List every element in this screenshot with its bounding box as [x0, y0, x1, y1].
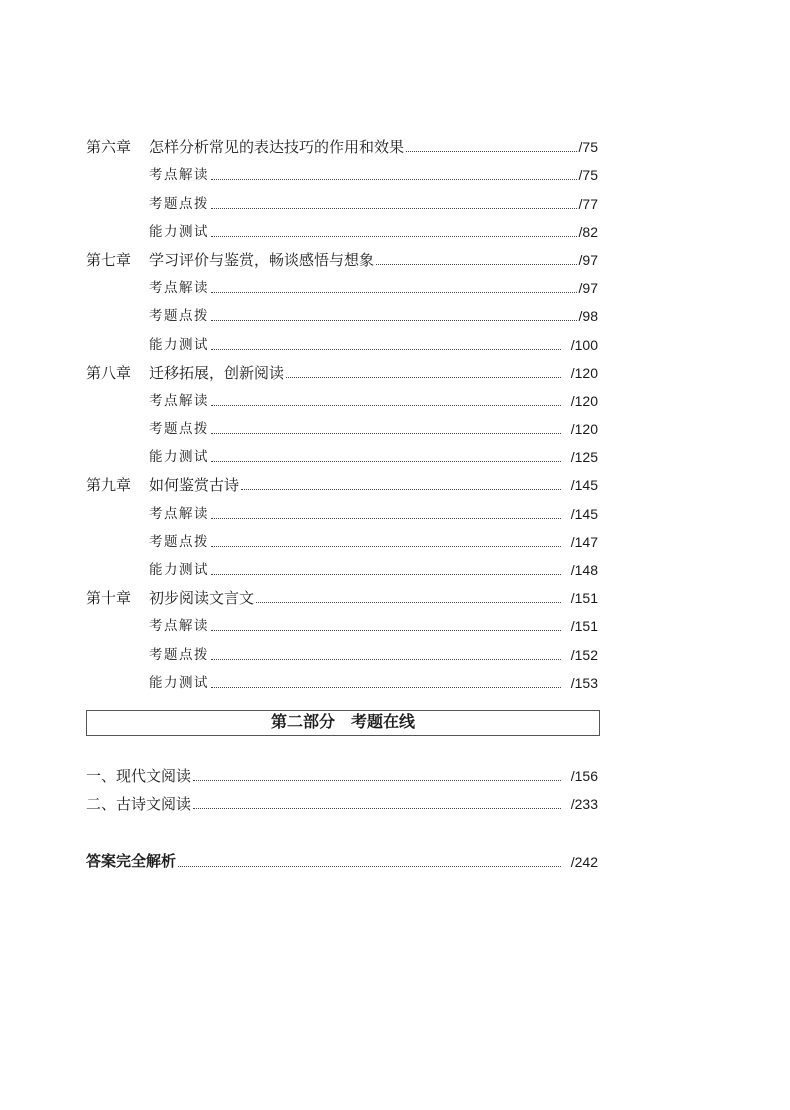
subsection-title: 考点解读 [149, 505, 209, 522]
page-number: /153 [570, 674, 598, 691]
leader-dots [211, 432, 561, 434]
page-number: /120 [570, 392, 598, 409]
page-number: /152 [570, 646, 598, 663]
page-number: /82 [578, 223, 598, 240]
subsection-title: 考点解读 [149, 618, 209, 635]
entry-title: 初步阅读文言文 [149, 589, 255, 608]
page-number: /97 [578, 251, 598, 268]
subsection-row[interactable] [86, 213, 598, 241]
answers-page: /242 [570, 854, 598, 871]
leader-dots [193, 779, 561, 781]
page-number: /120 [570, 421, 598, 438]
chapter-number: 第九章 [86, 476, 132, 495]
entry-title: 二、古诗文阅读 [86, 795, 192, 814]
subsection-title: 能力测试 [149, 562, 209, 578]
subsection-title: 能力测试 [149, 223, 209, 240]
leader-dots [178, 865, 561, 867]
section-heading: 第二部分 考题在线 [270, 714, 415, 731]
section-heading-box [86, 710, 600, 736]
entry-title: 学习评价与鉴赏，畅谈感悟与想象 [149, 250, 375, 269]
leader-dots [406, 150, 577, 152]
leader-dots [286, 376, 561, 378]
subsection-title: 考题点拨 [149, 195, 209, 212]
subsection-title: 能力测试 [149, 336, 209, 353]
leader-dots [376, 263, 577, 265]
leader-dots [211, 460, 561, 462]
entry-title: 如何鉴赏古诗 [149, 476, 240, 495]
leader-dots [211, 348, 561, 350]
page-number: /97 [578, 280, 598, 297]
subsection-row[interactable] [86, 156, 598, 184]
page-number: /120 [570, 364, 598, 381]
leader-dots [211, 629, 561, 631]
page-number: /100 [570, 336, 598, 353]
chapter-row[interactable] [86, 579, 598, 607]
subsection-row[interactable] [86, 523, 598, 551]
subsection-title: 考题点拨 [149, 421, 209, 438]
subsection-title: 考点解读 [149, 392, 209, 409]
entry-title: 怎样分析常见的表达技巧的作用和效果 [149, 138, 405, 157]
page-number: /77 [578, 195, 598, 212]
leader-dots [241, 488, 561, 490]
subsection-row[interactable] [86, 438, 598, 466]
page-number: /148 [570, 562, 598, 578]
subsection-title: 能力测试 [149, 674, 209, 691]
page-number: /145 [570, 477, 598, 494]
page-number: /151 [570, 590, 598, 607]
chapter-number: 第七章 [86, 250, 132, 269]
page-number: /147 [570, 533, 598, 550]
leader-dots [211, 178, 577, 180]
subsection-row[interactable] [86, 382, 598, 410]
chapter-row[interactable] [86, 128, 598, 156]
subsection-row[interactable] [86, 410, 598, 438]
chapter-number: 第八章 [86, 363, 132, 382]
page-number: /145 [570, 505, 598, 522]
page-number: /233 [570, 796, 598, 813]
subsection-row[interactable] [86, 551, 598, 579]
subsection-row[interactable] [86, 184, 598, 212]
part2-row[interactable] [86, 785, 598, 813]
subsection-row[interactable] [86, 297, 598, 325]
answers-entry[interactable] [86, 843, 598, 871]
subsection-title: 考题点拨 [149, 646, 209, 663]
leader-dots [211, 573, 561, 575]
leader-dots [193, 807, 561, 809]
toc-row[interactable] [86, 843, 598, 871]
subsection-row[interactable] [86, 607, 598, 635]
chapter-row[interactable] [86, 241, 598, 269]
subsection-row[interactable] [86, 664, 598, 692]
page-number: /156 [570, 768, 598, 785]
leader-dots [211, 686, 561, 688]
subsection-row[interactable] [86, 325, 598, 353]
chapter-row[interactable] [86, 354, 598, 382]
page-number: /98 [578, 308, 598, 325]
subsection-title: 能力测试 [149, 449, 209, 466]
leader-dots [211, 517, 561, 519]
answers-title: 答案完全解析 [86, 853, 177, 871]
leader-dots [211, 545, 561, 547]
subsection-title: 考点解读 [149, 280, 209, 297]
subsection-title: 考题点拨 [149, 308, 209, 325]
leader-dots [211, 207, 577, 209]
part2-row[interactable] [86, 757, 598, 785]
leader-dots [211, 291, 577, 293]
entry-title: 迁移拓展，创新阅读 [149, 363, 285, 382]
page-number: /151 [570, 618, 598, 635]
table-of-contents [86, 128, 598, 692]
subsection-row[interactable] [86, 269, 598, 297]
page-number: /75 [578, 167, 598, 184]
leader-dots [211, 319, 577, 321]
page-number: /75 [578, 139, 598, 156]
subsection-row[interactable] [86, 635, 598, 663]
leader-dots [211, 404, 561, 406]
subsection-row[interactable] [86, 494, 598, 522]
entry-title: 一、现代文阅读 [86, 767, 192, 786]
subsection-title: 考点解读 [149, 167, 209, 184]
chapter-row[interactable] [86, 466, 598, 494]
leader-dots [211, 235, 577, 237]
part2-list [86, 757, 598, 813]
leader-dots [211, 658, 561, 660]
chapter-number: 第十章 [86, 589, 132, 608]
leader-dots [256, 601, 561, 603]
subsection-title: 考题点拨 [149, 533, 209, 550]
chapter-number: 第六章 [86, 138, 132, 157]
page-number: /125 [570, 449, 598, 466]
